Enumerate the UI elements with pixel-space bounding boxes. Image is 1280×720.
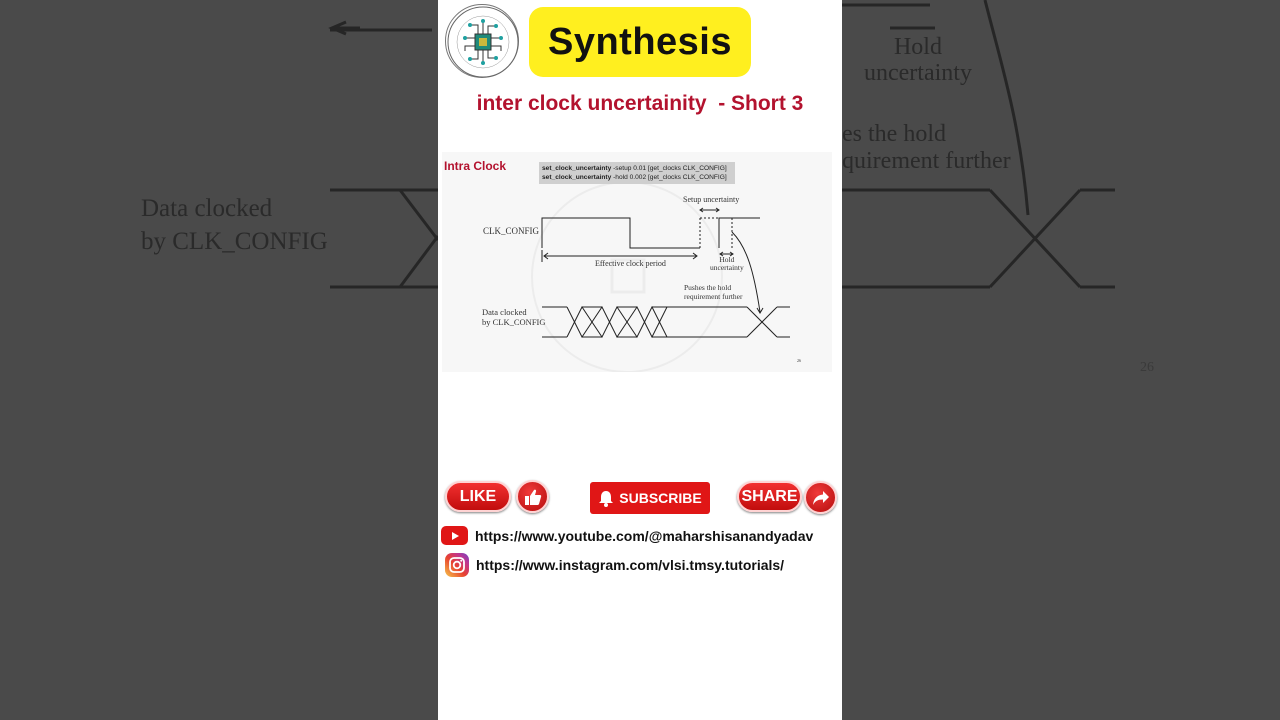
pushes-hold-label: Pushes the hold requirement further	[684, 283, 743, 301]
slide-page-number: 26	[797, 358, 801, 363]
hold-uncertainty-label: Hold uncertainty	[710, 255, 744, 272]
share-label: SHARE	[741, 487, 798, 505]
video-title: Synthesis	[547, 20, 733, 63]
setup-uncertainty-label: Setup uncertainty	[683, 195, 740, 204]
youtube-link-row[interactable]	[441, 526, 813, 545]
thumbs-up-icon[interactable]	[516, 480, 549, 513]
command-box	[539, 162, 735, 184]
data-clocked-label: Data clocked by CLK_CONFIG	[482, 307, 546, 327]
command-line-setup: set_clock_uncertainty -setup 0.01 [get_clocks CLK_CONFIG]	[542, 165, 727, 172]
youtube-link[interactable]: https://www.youtube.com/@maharshisanandyadav	[475, 527, 814, 544]
background-hold-label: Hold uncertainty	[864, 34, 972, 86]
slide-image	[442, 152, 832, 372]
slide-title: Intra Clock	[444, 159, 507, 173]
command-line-hold: set_clock_uncertainty -hold 0.002 [get_clocks CLK_CONFIG]	[542, 174, 727, 181]
short-video-frame	[438, 0, 842, 720]
subscribe-button[interactable]	[590, 482, 710, 514]
share-arrow-icon[interactable]	[804, 481, 837, 514]
background-page-number: 26	[1140, 360, 1154, 375]
video-subtitle: inter clock uncertainity - Short 3	[476, 92, 804, 115]
background-pushes-label: es the hold quirement further	[842, 121, 1011, 174]
youtube-icon	[441, 526, 468, 545]
like-label: LIKE	[459, 487, 497, 505]
clk-config-label: CLK_CONFIG	[483, 226, 540, 236]
background-data-label: Data clocked by CLK_CONFIG	[141, 195, 328, 255]
effective-clock-period-label: Effective clock period	[595, 259, 666, 268]
instagram-link-row[interactable]	[445, 553, 784, 577]
share-button[interactable]	[737, 481, 802, 512]
instagram-link[interactable]: https://www.instagram.com/vlsi.tmsy.tutorials/	[476, 557, 785, 573]
instagram-icon	[445, 553, 469, 577]
title-banner	[529, 7, 751, 77]
bell-icon	[598, 490, 614, 507]
like-button[interactable]	[445, 481, 511, 512]
subscribe-label: SUBSCRIBE	[619, 490, 702, 506]
logo-icon	[445, 4, 519, 78]
